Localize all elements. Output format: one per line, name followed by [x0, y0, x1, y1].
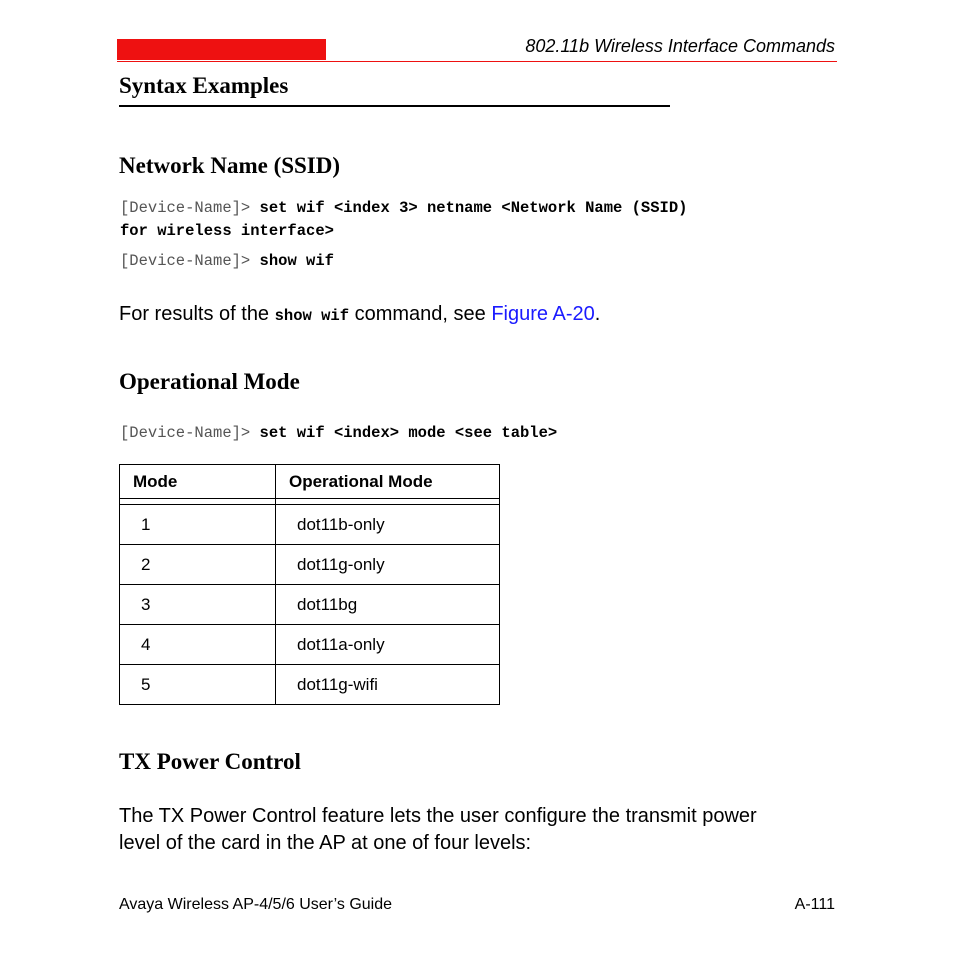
operational-mode-command [120, 424, 557, 442]
command-text: set wif <index> mode <see table> [259, 424, 558, 442]
mode-cell: 4 [120, 625, 276, 665]
figure-link[interactable]: Figure A-20 [491, 303, 595, 325]
mode-table-header [120, 465, 500, 499]
table-row [120, 665, 500, 705]
section-title: Syntax Examples [119, 73, 289, 98]
results-sentence [119, 303, 600, 326]
network-name-heading: Network Name (SSID) [119, 153, 341, 178]
results-prefix: For results of the [119, 303, 270, 325]
table-row [120, 505, 500, 545]
results-suffix: . [594, 303, 601, 325]
network-name-command-1-cont [120, 222, 334, 240]
mode-column-header: Mode [120, 465, 276, 499]
header-red-rule [117, 61, 837, 62]
results-code: show wif [274, 307, 350, 325]
mode-cell: 2 [120, 545, 276, 585]
command-text-cont: for wireless interface> [120, 222, 334, 240]
operational-mode-cell: dot11bg [276, 585, 500, 625]
command-text: show wif [259, 252, 334, 270]
operational-mode-cell: dot11b-only [276, 505, 500, 545]
operational-mode-cell: dot11g-only [276, 545, 500, 585]
results-middle: command, see [354, 303, 486, 325]
footer-page-number: A-111 [794, 896, 835, 913]
footer-guide-title: Avaya Wireless AP-4/5/6 User’s Guide [119, 896, 393, 913]
mode-table [119, 464, 500, 705]
table-row [120, 585, 500, 625]
command-prompt: [Device-Name]> [120, 199, 251, 217]
section-title-rule [119, 105, 670, 107]
tx-power-paragraph-line-1: The TX Power Control feature lets the user configure the transmit power [119, 805, 757, 827]
network-name-command-2 [120, 252, 334, 270]
table-row [120, 625, 500, 665]
operational-mode-cell: dot11g-wifi [276, 665, 500, 705]
mode-cell: 5 [120, 665, 276, 705]
tx-power-heading: TX Power Control [119, 749, 301, 774]
mode-cell: 1 [120, 505, 276, 545]
operational-mode-heading: Operational Mode [119, 369, 300, 394]
command-prompt: [Device-Name]> [120, 424, 251, 442]
header-red-bar [117, 39, 326, 60]
table-row [120, 545, 500, 585]
network-name-command-1 [120, 199, 687, 217]
command-prompt: [Device-Name]> [120, 252, 251, 270]
operational-mode-column-header: Operational Mode [276, 465, 500, 499]
operational-mode-cell: dot11a-only [276, 625, 500, 665]
tx-power-paragraph-line-2: level of the card in the AP at one of four levels: [119, 832, 532, 854]
command-text: set wif <index 3> netname <Network Name (SSID) [259, 199, 688, 217]
header-title: 802.11b Wireless Interface Commands [525, 36, 835, 56]
mode-cell: 3 [120, 585, 276, 625]
